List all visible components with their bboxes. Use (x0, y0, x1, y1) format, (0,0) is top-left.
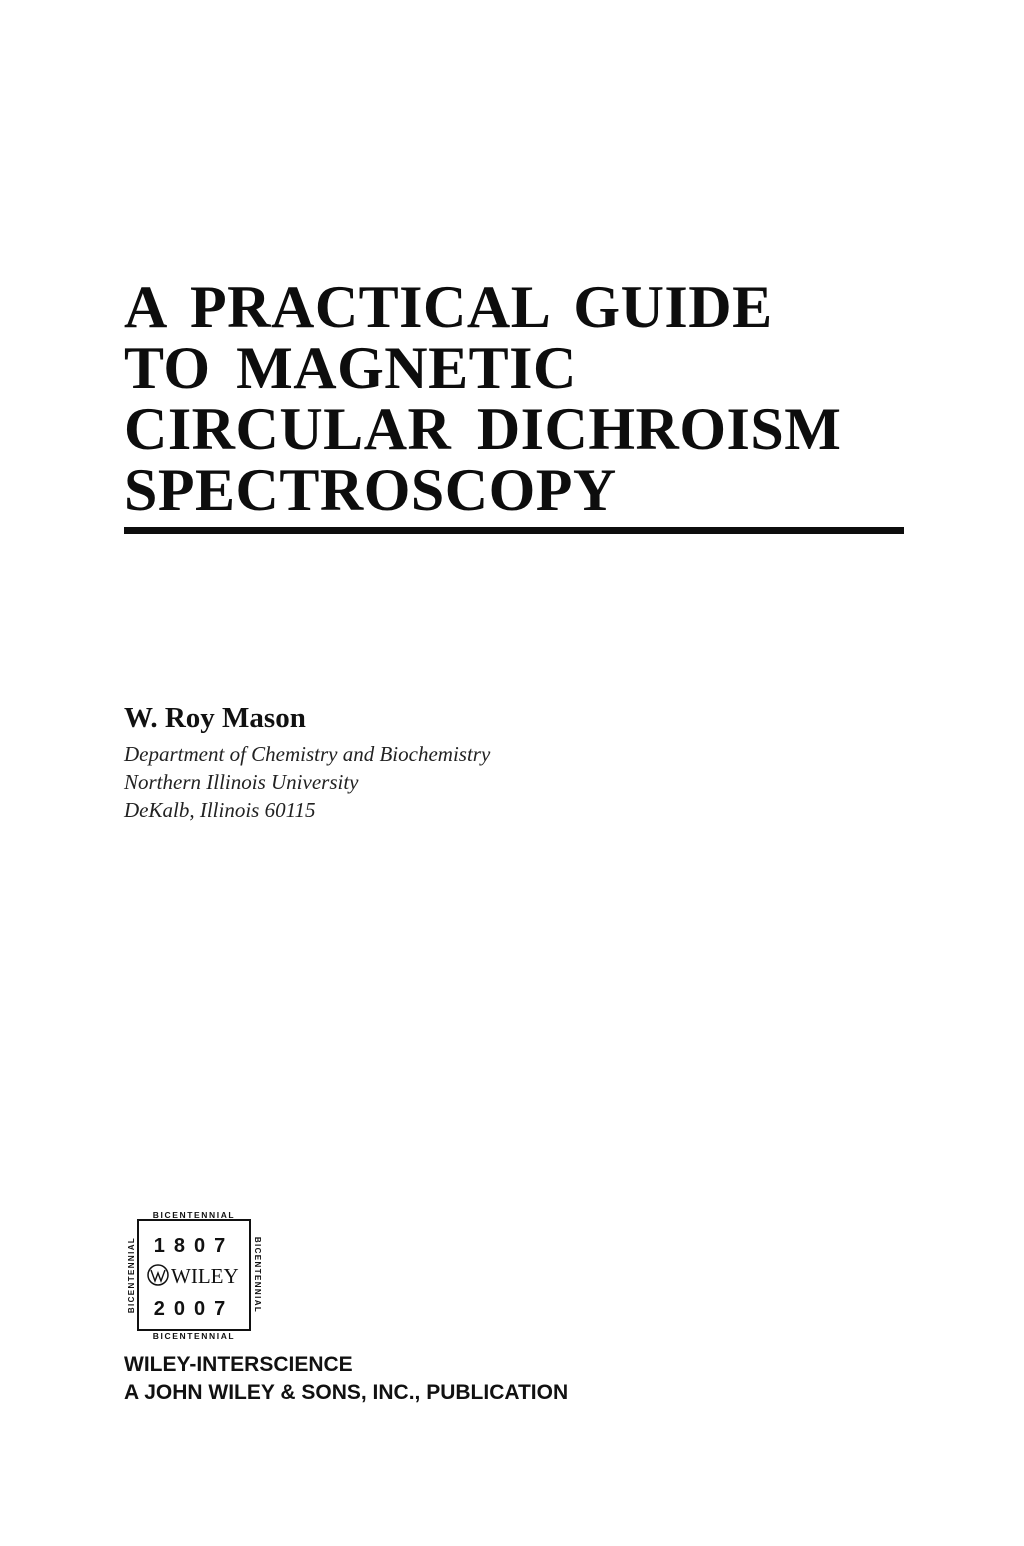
logo-year-end: 2007 (153, 1298, 235, 1320)
logo-brand: WILEY (171, 1264, 239, 1288)
author-block (124, 700, 490, 824)
logo-ring-text-right: BICENTENNIAL (253, 1236, 262, 1314)
title-line-4: SPECTROSCOPY (124, 457, 617, 523)
title-line-3: CIRCULAR DICHROISM (124, 396, 842, 462)
publisher-block (124, 1351, 568, 1407)
wiley-emblem-icon (148, 1265, 168, 1285)
title-line-1: A PRACTICAL GUIDE (124, 274, 773, 340)
affiliation-location: DeKalb, Illinois 60115 (124, 798, 316, 822)
book-title (124, 274, 914, 523)
logo-ring-text-top: BICENTENNIAL (152, 1210, 236, 1220)
author-name: W. Roy Mason (124, 702, 306, 734)
logo-year-start: 1807 (153, 1235, 235, 1257)
logo-ring-text-bottom: BICENTENNIAL (152, 1331, 236, 1341)
title-rule-divider (124, 527, 904, 534)
affiliation-department: Department of Chemistry and Biochemistry (124, 742, 491, 766)
affiliation-university: Northern Illinois University (124, 770, 359, 794)
publisher-imprint: WILEY-INTERSCIENCE (124, 1353, 353, 1376)
logo-ring-text-left: BICENTENNIAL (127, 1236, 136, 1314)
publisher-line: A JOHN WILEY & SONS, INC., PUBLICATION (124, 1381, 569, 1404)
title-line-2: TO MAGNETIC (124, 335, 577, 401)
wiley-bicentennial-logo-icon (124, 1208, 264, 1342)
